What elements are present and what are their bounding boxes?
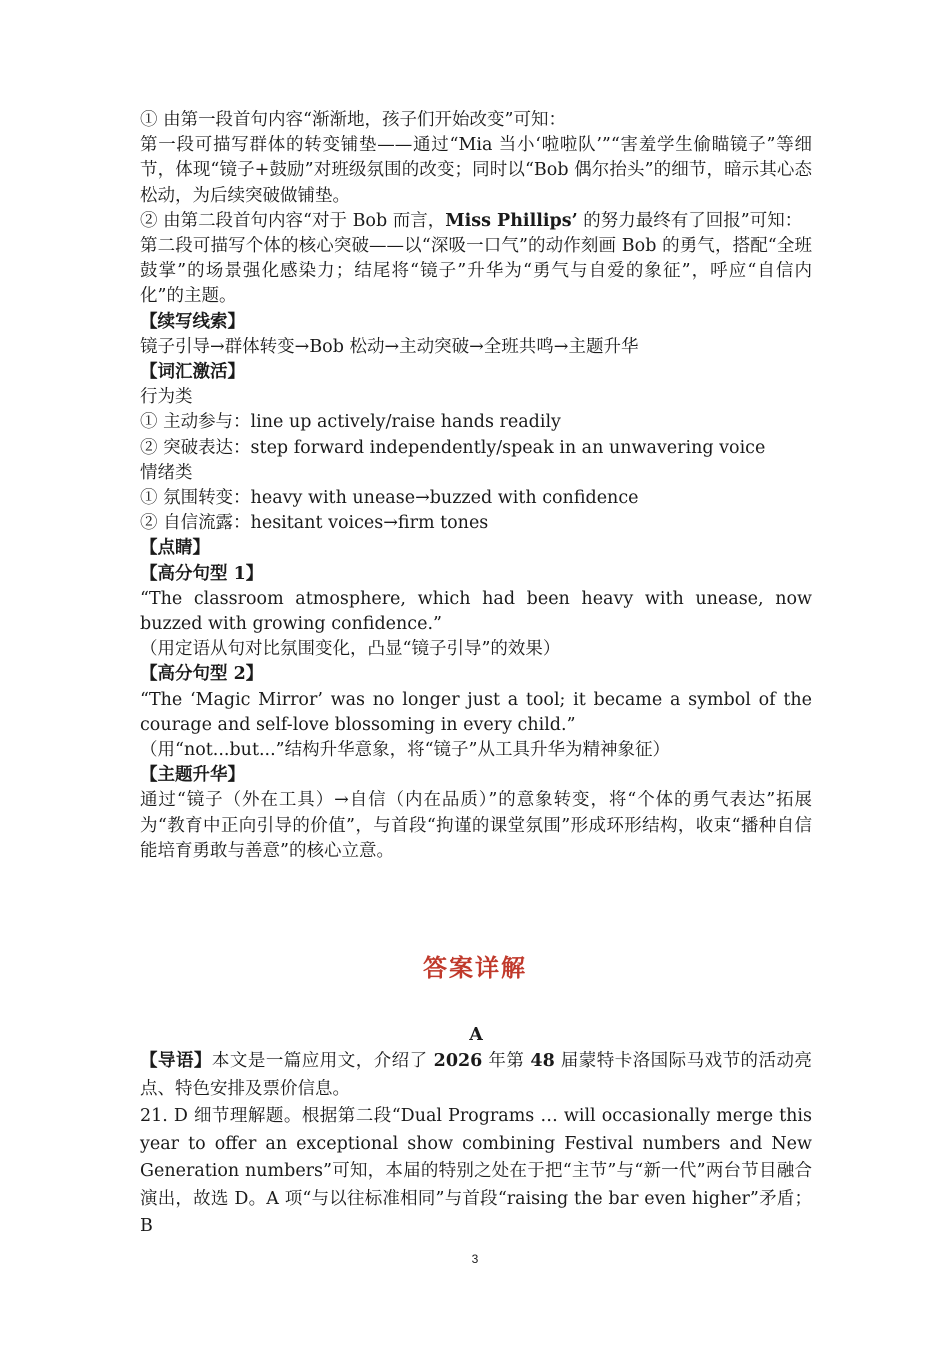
heading-highlight: 【点睛】: [140, 538, 210, 559]
paragraph-2-clue-b: 的努力最终有了回报”可知：: [577, 210, 803, 231]
sentence-2: “The ‘Magic Mirror’ was no longer just a tool; it became a symbol of the courage and self-love blossoming in every child.”: [140, 689, 812, 735]
intro-text-b: 年第: [482, 1051, 531, 1071]
writing-clue-chain: 镜子引导→群体转变→Bob 松动→主动突破→全班共鸣→主题升华: [140, 336, 639, 357]
analysis-section: [140, 108, 812, 864]
intro-heading: 【导语】: [140, 1051, 212, 1071]
vocab-item-breakthrough: ② 突破表达：step forward independently/speak in an unwavering voice: [140, 437, 766, 458]
heading-theme: 【主题升华】: [140, 765, 245, 786]
intro-year: 2026: [433, 1051, 483, 1071]
paragraph-1-description: 第一段可描写群体的转变铺垫——通过“Mia 当小‘啦啦队’”“害羞学生偷瞄镜子”等细节，体现“镜子+鼓励”对班级氛围的改变；同时以“Bob 偶尔抬头”的细节，暗示其心态松动，为后续突破做铺垫。: [140, 135, 812, 206]
miss-phillips-name: Miss Phillips’: [445, 210, 578, 231]
vocab-item-participation: ① 主动参与：line up actively/raise hands readily: [140, 412, 561, 433]
intro-paragraph: [140, 1048, 812, 1103]
vocab-item-atmosphere: ① 氛围转变：heavy with unease→buzzed with confidence: [140, 488, 639, 509]
vocab-category-emotion: 情绪类: [140, 462, 193, 483]
answer-title: 答案详解: [423, 953, 527, 982]
sentence-1-note: （用定语从句对比氛围变化，凸显“镜子引导”的效果）: [140, 639, 561, 660]
vocab-category-action: 行为类: [140, 387, 193, 408]
paragraph-1-clue: ① 由第一段首句内容“渐渐地，孩子们开始改变”可知：: [140, 110, 566, 130]
vocab-item-confidence: ② 自信流露：hesitant voices→firm tones: [140, 513, 489, 534]
section-letter: A: [469, 1025, 483, 1045]
intro-text-a: 本文是一篇应用文，介绍了: [211, 1051, 434, 1071]
answer-section: [140, 1022, 812, 1241]
sentence-1: “The classroom atmosphere, which had been heavy with unease, now buzzed with growing confidence.”: [140, 588, 812, 635]
heading-vocabulary: 【词汇激活】: [140, 362, 245, 383]
heading-sentence-2: 【高分句型 2】: [140, 664, 264, 685]
theme-paragraph: 通过“镜子（外在工具）→自信（内在品质）”的意象转变，将“个体的勇气表达”拓展为“教育中正向引导的价值”，与首段“拘谨的课堂氛围”形成环形结构，收束“播种自信能培育勇敢与善意”的核心立意。: [140, 790, 812, 861]
paragraph-2-description: 第二段可描写个体的核心突破——以“深吸一口气”的动作刻画 Bob 的勇气，搭配“全班鼓掌”的场景强化感染力；结尾将“镜子”升华为“勇气与自爱的象征”，呼应“自信内化”的主题。: [140, 236, 812, 307]
intro-text-c: 届蒙特卡洛国际马戏节的活动亮点、特色安排及票价信息。: [140, 1051, 812, 1099]
paragraph-2-clue-a: ② 由第二段首句内容“对于 Bob 而言，: [140, 210, 446, 231]
intro-edition: 48: [530, 1051, 555, 1071]
sentence-2-note: （用“not...but...”结构升华意象，将“镜子”从工具升华为精神象征）: [140, 740, 671, 761]
heading-sentence-1: 【高分句型 1】: [140, 563, 264, 584]
page-number: 3: [471, 1252, 479, 1266]
paragraph-2-clue: [140, 209, 812, 234]
question-21-explanation: 21. D 细节理解题。根据第二段“Dual Programs … will occasionally merge this year to offer an exceptional show combining Festival numbers and New Generation numbers”可知，本届的特别之处在于把“主节”与“新一代”两台节目融合演出，故选 D。A 项“与以往标准相同”与首段“raising the bar even higher”矛盾；B: [140, 1106, 812, 1236]
heading-writing-clue: 【续写线索】: [140, 311, 245, 332]
